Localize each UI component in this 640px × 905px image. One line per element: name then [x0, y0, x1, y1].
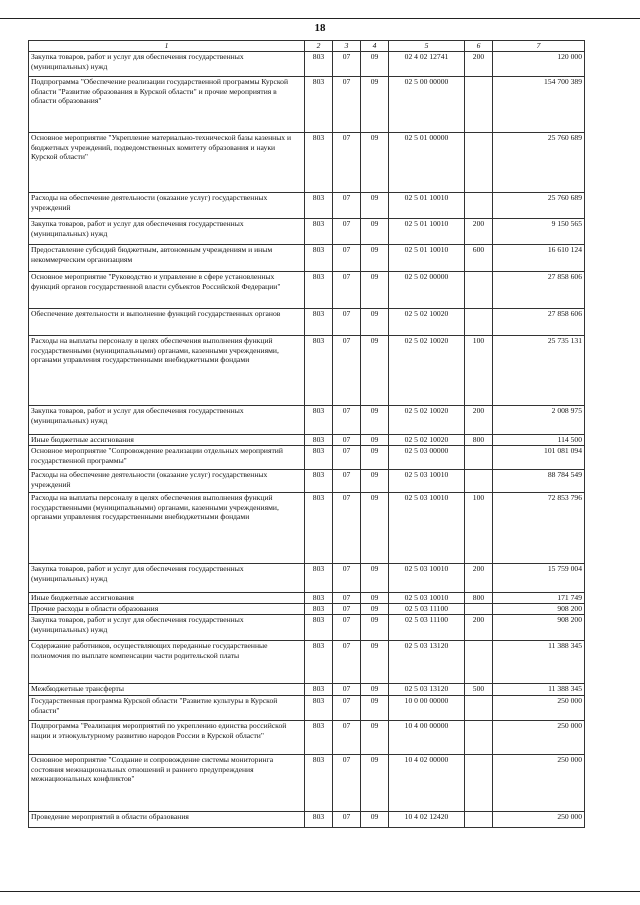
section-code: 07	[333, 641, 361, 684]
ministry-code: 803	[305, 336, 333, 406]
ministry-code: 803	[305, 696, 333, 721]
ministry-code: 803	[305, 593, 333, 604]
subsection-code: 09	[361, 406, 389, 435]
expense-type-code	[465, 812, 493, 828]
column-header: 7	[493, 41, 585, 52]
section-code: 07	[333, 493, 361, 564]
expense-type-code	[465, 446, 493, 470]
row-name: Иные бюджетные ассигнования	[29, 593, 305, 604]
subsection-code: 09	[361, 593, 389, 604]
ministry-code: 803	[305, 446, 333, 470]
table-row	[29, 52, 585, 77]
ministry-code: 803	[305, 684, 333, 696]
expense-type-code	[465, 309, 493, 336]
subsection-code: 09	[361, 493, 389, 564]
row-name: Закупка товаров, работ и услуг для обеспечения государственных (муниципальных) нужд	[29, 406, 305, 435]
amount: 908 200	[493, 615, 585, 641]
amount: 250 000	[493, 755, 585, 812]
table-row	[29, 446, 585, 470]
subsection-code: 09	[361, 245, 389, 272]
expense-type-code: 100	[465, 336, 493, 406]
table-row	[29, 593, 585, 604]
column-header: 2	[305, 41, 333, 52]
expense-type-code: 800	[465, 593, 493, 604]
table-row	[29, 684, 585, 696]
amount: 27 858 606	[493, 272, 585, 309]
row-name: Расходы на обеспечение деятельности (оказание услуг) государственных учреждений	[29, 470, 305, 493]
page-number: 18	[314, 22, 326, 34]
bottom-rule	[0, 891, 640, 892]
budget-table	[28, 40, 585, 828]
section-code: 07	[333, 272, 361, 309]
subsection-code: 09	[361, 721, 389, 755]
expense-type-code	[465, 755, 493, 812]
ministry-code: 803	[305, 193, 333, 219]
row-name: Подпрограмма "Обеспечение реализации государственной программы Курской области "Развитие образования в Курской области" и прочие мероприятия в области образования"	[29, 77, 305, 133]
section-code: 07	[333, 133, 361, 193]
amount: 25 760 689	[493, 133, 585, 193]
ministry-code: 803	[305, 219, 333, 245]
target-article-code: 02 5 02 10020	[389, 309, 465, 336]
subsection-code: 09	[361, 77, 389, 133]
section-code: 07	[333, 721, 361, 755]
row-name: Межбюджетные трансферты	[29, 684, 305, 696]
subsection-code: 09	[361, 133, 389, 193]
expense-type-code: 200	[465, 615, 493, 641]
section-code: 07	[333, 435, 361, 446]
expense-type-code	[465, 193, 493, 219]
row-name: Расходы на выплаты персоналу в целях обеспечения выполнения функций государственными (муниципальными) органами, казенными учреждениями, органами управления государственными внебюджетными фондами	[29, 336, 305, 406]
amount: 250 000	[493, 721, 585, 755]
section-code: 07	[333, 812, 361, 828]
subsection-code: 09	[361, 219, 389, 245]
row-name: Проведение мероприятий в области образования	[29, 812, 305, 828]
expense-type-code	[465, 721, 493, 755]
section-code: 07	[333, 470, 361, 493]
ministry-code: 803	[305, 812, 333, 828]
target-article-code: 02 5 03 10010	[389, 593, 465, 604]
ministry-code: 803	[305, 133, 333, 193]
expense-type-code: 200	[465, 52, 493, 77]
row-name: Обеспечение деятельности и выполнение функций государственных органов	[29, 309, 305, 336]
subsection-code: 09	[361, 470, 389, 493]
ministry-code: 803	[305, 77, 333, 133]
amount: 171 749	[493, 593, 585, 604]
expense-type-code	[465, 470, 493, 493]
section-code: 07	[333, 245, 361, 272]
subsection-code: 09	[361, 446, 389, 470]
target-article-code: 10 0 00 00000	[389, 696, 465, 721]
table-row	[29, 721, 585, 755]
amount: 120 000	[493, 52, 585, 77]
ministry-code: 803	[305, 493, 333, 564]
amount: 11 388 345	[493, 641, 585, 684]
section-code: 07	[333, 219, 361, 245]
subsection-code: 09	[361, 272, 389, 309]
amount: 250 000	[493, 696, 585, 721]
section-code: 07	[333, 406, 361, 435]
row-name: Иные бюджетные ассигнования	[29, 435, 305, 446]
subsection-code: 09	[361, 641, 389, 684]
row-name: Государственная программа Курской области "Развитие культуры в Курской области"	[29, 696, 305, 721]
ministry-code: 803	[305, 435, 333, 446]
amount: 250 000	[493, 812, 585, 828]
table-row	[29, 696, 585, 721]
table-row	[29, 435, 585, 446]
ministry-code: 803	[305, 52, 333, 77]
expense-type-code: 200	[465, 219, 493, 245]
table-row	[29, 812, 585, 828]
table-row	[29, 245, 585, 272]
expense-type-code	[465, 77, 493, 133]
amount: 11 388 345	[493, 684, 585, 696]
table-row	[29, 309, 585, 336]
subsection-code: 09	[361, 336, 389, 406]
ministry-code: 803	[305, 309, 333, 336]
target-article-code: 02 5 03 10010	[389, 470, 465, 493]
row-name: Основное мероприятие "Укрепление материально-технической базы казенных и бюджетных учреждений, подведомственных комитету образования и науки Курской области"	[29, 133, 305, 193]
subsection-code: 09	[361, 193, 389, 219]
column-number-row	[29, 41, 585, 52]
column-header: 6	[465, 41, 493, 52]
target-article-code: 02 5 02 10020	[389, 406, 465, 435]
subsection-code: 09	[361, 435, 389, 446]
target-article-code: 02 5 01 00000	[389, 133, 465, 193]
target-article-code: 02 5 02 10020	[389, 336, 465, 406]
table-row	[29, 493, 585, 564]
table-row	[29, 193, 585, 219]
table-row	[29, 219, 585, 245]
section-code: 07	[333, 564, 361, 593]
subsection-code: 09	[361, 564, 389, 593]
expense-type-code	[465, 133, 493, 193]
amount: 114 500	[493, 435, 585, 446]
column-header: 1	[29, 41, 305, 52]
row-name: Закупка товаров, работ и услуг для обеспечения государственных (муниципальных) нужд	[29, 564, 305, 593]
subsection-code: 09	[361, 684, 389, 696]
table-row	[29, 133, 585, 193]
target-article-code: 02 5 03 00000	[389, 446, 465, 470]
row-name: Расходы на выплаты персоналу в целях обеспечения выполнения функций государственными (муниципальными) органами, казенными учреждениями, органами управления государственными внебюджетными фондами	[29, 493, 305, 564]
top-rule	[0, 18, 640, 19]
row-name: Основное мероприятие "Создание и сопровождение системы мониторинга состояния межнациональных отношений и раннего предупреждения межнациональных конфликтов"	[29, 755, 305, 812]
amount: 27 858 606	[493, 309, 585, 336]
ministry-code: 803	[305, 272, 333, 309]
target-article-code: 10 4 00 00000	[389, 721, 465, 755]
table-row	[29, 406, 585, 435]
ministry-code: 803	[305, 406, 333, 435]
amount: 2 008 975	[493, 406, 585, 435]
table-row	[29, 604, 585, 615]
target-article-code: 02 5 03 11100	[389, 604, 465, 615]
subsection-code: 09	[361, 604, 389, 615]
table-row	[29, 77, 585, 133]
row-name: Предоставление субсидий бюджетным, автономным учреждениям и иным некоммерческим организациям	[29, 245, 305, 272]
expense-type-code: 800	[465, 435, 493, 446]
ministry-code: 803	[305, 470, 333, 493]
row-name: Подпрограмма "Реализация мероприятий по укреплению единства российской нации и этнокультурному развитию народов России в Курской области"	[29, 721, 305, 755]
amount: 25 760 689	[493, 193, 585, 219]
table-row	[29, 564, 585, 593]
amount: 154 700 389	[493, 77, 585, 133]
table-row	[29, 755, 585, 812]
section-code: 07	[333, 309, 361, 336]
target-article-code: 10 4 02 12420	[389, 812, 465, 828]
subsection-code: 09	[361, 812, 389, 828]
row-name: Содержание работников, осуществляющих переданные государственные полномочия по выплате компенсации части родительской платы	[29, 641, 305, 684]
ministry-code: 803	[305, 615, 333, 641]
target-article-code: 10 4 02 00000	[389, 755, 465, 812]
expense-type-code: 200	[465, 406, 493, 435]
column-header: 3	[333, 41, 361, 52]
target-article-code: 02 5 00 00000	[389, 77, 465, 133]
amount: 16 610 124	[493, 245, 585, 272]
expense-type-code: 500	[465, 684, 493, 696]
section-code: 07	[333, 446, 361, 470]
section-code: 07	[333, 593, 361, 604]
target-article-code: 02 5 03 11100	[389, 615, 465, 641]
target-article-code: 02 5 03 10010	[389, 493, 465, 564]
target-article-code: 02 5 01 10010	[389, 245, 465, 272]
subsection-code: 09	[361, 52, 389, 77]
row-name: Основное мероприятие "Сопровождение реализации отдельных мероприятий государственной программы"	[29, 446, 305, 470]
table-row	[29, 641, 585, 684]
expense-type-code	[465, 272, 493, 309]
row-name: Закупка товаров, работ и услуг для обеспечения государственных (муниципальных) нужд	[29, 615, 305, 641]
amount: 101 081 094	[493, 446, 585, 470]
ministry-code: 803	[305, 641, 333, 684]
expense-type-code	[465, 604, 493, 615]
target-article-code: 02 5 02 10020	[389, 435, 465, 446]
ministry-code: 803	[305, 604, 333, 615]
row-name: Основное мероприятие "Руководство и управление в сфере установленных функций органов государственной власти субъектов Российской Федерации"	[29, 272, 305, 309]
section-code: 07	[333, 77, 361, 133]
target-article-code: 02 5 03 10010	[389, 564, 465, 593]
expense-type-code: 100	[465, 493, 493, 564]
amount: 25 735 131	[493, 336, 585, 406]
amount: 88 784 549	[493, 470, 585, 493]
section-code: 07	[333, 696, 361, 721]
target-article-code: 02 5 01 10010	[389, 193, 465, 219]
table-row	[29, 336, 585, 406]
subsection-code: 09	[361, 615, 389, 641]
table-row	[29, 615, 585, 641]
section-code: 07	[333, 684, 361, 696]
ministry-code: 803	[305, 721, 333, 755]
table-row	[29, 272, 585, 309]
target-article-code: 02 5 02 00000	[389, 272, 465, 309]
target-article-code: 02 5 01 10010	[389, 219, 465, 245]
section-code: 07	[333, 336, 361, 406]
subsection-code: 09	[361, 755, 389, 812]
amount: 9 150 565	[493, 219, 585, 245]
row-name: Расходы на обеспечение деятельности (оказание услуг) государственных учреждений	[29, 193, 305, 219]
expense-type-code: 200	[465, 564, 493, 593]
section-code: 07	[333, 52, 361, 77]
section-code: 07	[333, 755, 361, 812]
target-article-code: 02 4 02 12741	[389, 52, 465, 77]
row-name: Закупка товаров, работ и услуг для обеспечения государственных (муниципальных) нужд	[29, 219, 305, 245]
section-code: 07	[333, 193, 361, 219]
expense-type-code: 600	[465, 245, 493, 272]
column-header: 5	[389, 41, 465, 52]
target-article-code: 02 5 03 13120	[389, 684, 465, 696]
table-row	[29, 470, 585, 493]
ministry-code: 803	[305, 245, 333, 272]
ministry-code: 803	[305, 564, 333, 593]
expense-type-code	[465, 641, 493, 684]
section-code: 07	[333, 615, 361, 641]
subsection-code: 09	[361, 309, 389, 336]
amount: 72 853 796	[493, 493, 585, 564]
amount: 15 759 004	[493, 564, 585, 593]
section-code: 07	[333, 604, 361, 615]
ministry-code: 803	[305, 755, 333, 812]
row-name: Прочие расходы в области образования	[29, 604, 305, 615]
amount: 908 200	[493, 604, 585, 615]
column-header: 4	[361, 41, 389, 52]
row-name: Закупка товаров, работ и услуг для обеспечения государственных (муниципальных) нужд	[29, 52, 305, 77]
expense-type-code	[465, 696, 493, 721]
subsection-code: 09	[361, 696, 389, 721]
target-article-code: 02 5 03 13120	[389, 641, 465, 684]
